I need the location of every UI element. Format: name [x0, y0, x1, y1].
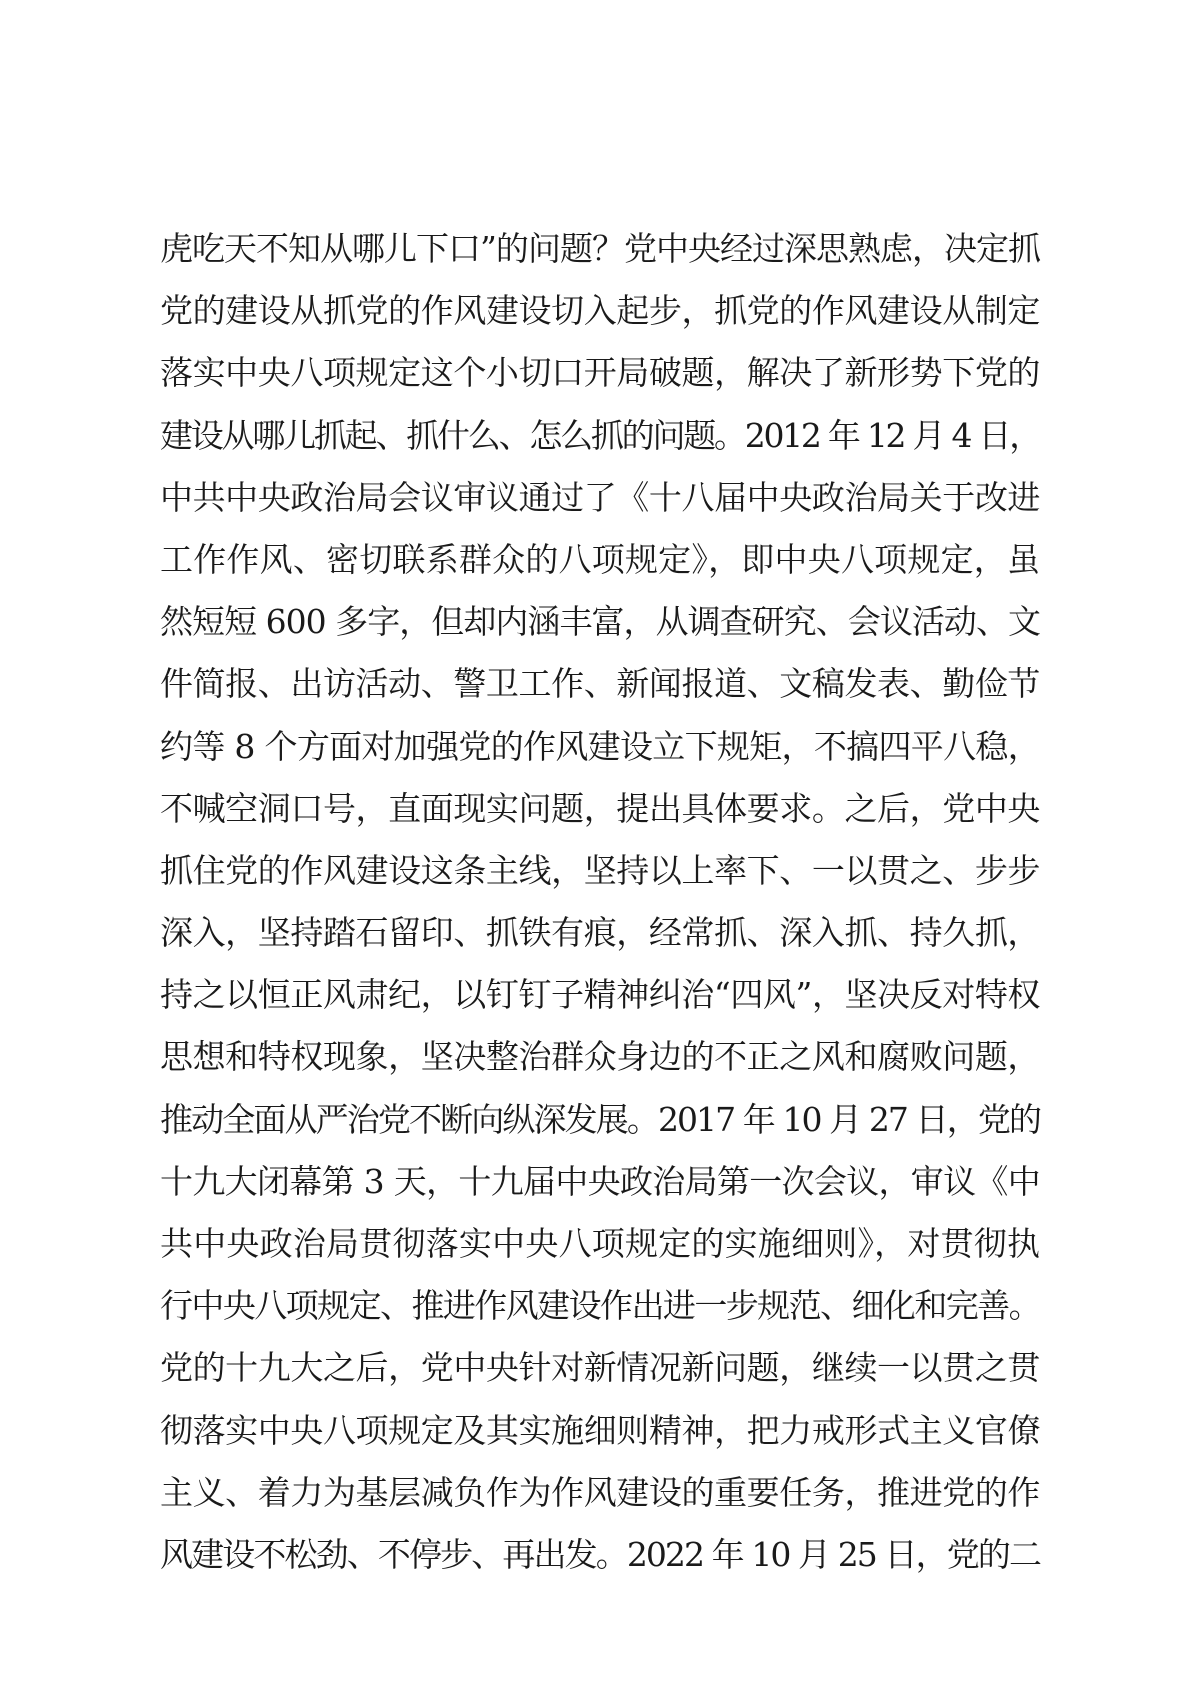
text-line: 虎吃天不知从哪儿下口”的问题？党中央经过深思熟虑，决定抓	[160, 229, 1040, 268]
text-line: 十九大闭幕第 3 天，十九届中央政治局第一次会议，审议《中	[160, 1161, 1040, 1201]
text-line: 风建设不松劲、不停步、再出发。2022 年 10 月 25 日，党的二	[160, 1534, 1040, 1574]
text-line: 党的建设从抓党的作风建设切入起步，抓党的作风建设从制定	[160, 291, 1040, 331]
text-line: 不喊空洞口号，直面现实问题，提出具体要求。之后，党中央	[160, 788, 1040, 828]
text-line: 持之以恒正风肃纪，以钉钉子精神纠治“四风”，坚决反对特权	[160, 975, 1040, 1015]
text-line: 建设从哪儿抓起、抓什么、怎么抓的问题。2012 年 12 月 4 日，	[160, 415, 1040, 455]
text-line: 推动全面从严治党不断向纵深发展。2017 年 10 月 27 日，党的	[160, 1099, 1040, 1139]
text-line: 约等 8 个方面对加强党的作风建设立下规矩，不搞四平八稳，	[160, 726, 1040, 766]
text-line: 然短短 600 多字，但却内涵丰富，从调查研究、会议活动、文	[160, 602, 1040, 642]
text-line: 中共中央政治局会议审议通过了《十八届中央政治局关于改进	[160, 477, 1040, 517]
text-line: 件简报、出访活动、警卫工作、新闻报道、文稿发表、勤俭节	[160, 664, 1040, 704]
text-line: 落实中央八项规定这个小切口开局破题，解决了新形势下党的	[160, 353, 1040, 393]
text-line: 行中央八项规定、推进作风建设作出进一步规范、细化和完善。	[160, 1286, 1040, 1326]
body-paragraph	[160, 218, 1040, 1586]
text-line: 党的十九大之后，党中央针对新情况新问题，继续一以贯之贯	[160, 1348, 1040, 1388]
text-line: 深入，坚持踏石留印、抓铁有痕，经常抓、深入抓、持久抓，	[160, 913, 1040, 953]
text-line: 彻落实中央八项规定及其实施细则精神，把力戒形式主义官僚	[160, 1410, 1040, 1450]
text-line: 主义、着力为基层减负作为作风建设的重要任务，推进党的作	[160, 1472, 1040, 1512]
text-line: 思想和特权现象，坚决整治群众身边的不正之风和腐败问题，	[160, 1037, 1040, 1077]
text-line: 共中央政治局贯彻落实中央八项规定的实施细则》，对贯彻执	[160, 1224, 1040, 1263]
text-line: 抓住党的作风建设这条主线，坚持以上率下、一以贯之、步步	[160, 850, 1040, 890]
text-line: 工作作风、密切联系群众的八项规定》，即中央八项规定，虽	[160, 539, 1040, 579]
